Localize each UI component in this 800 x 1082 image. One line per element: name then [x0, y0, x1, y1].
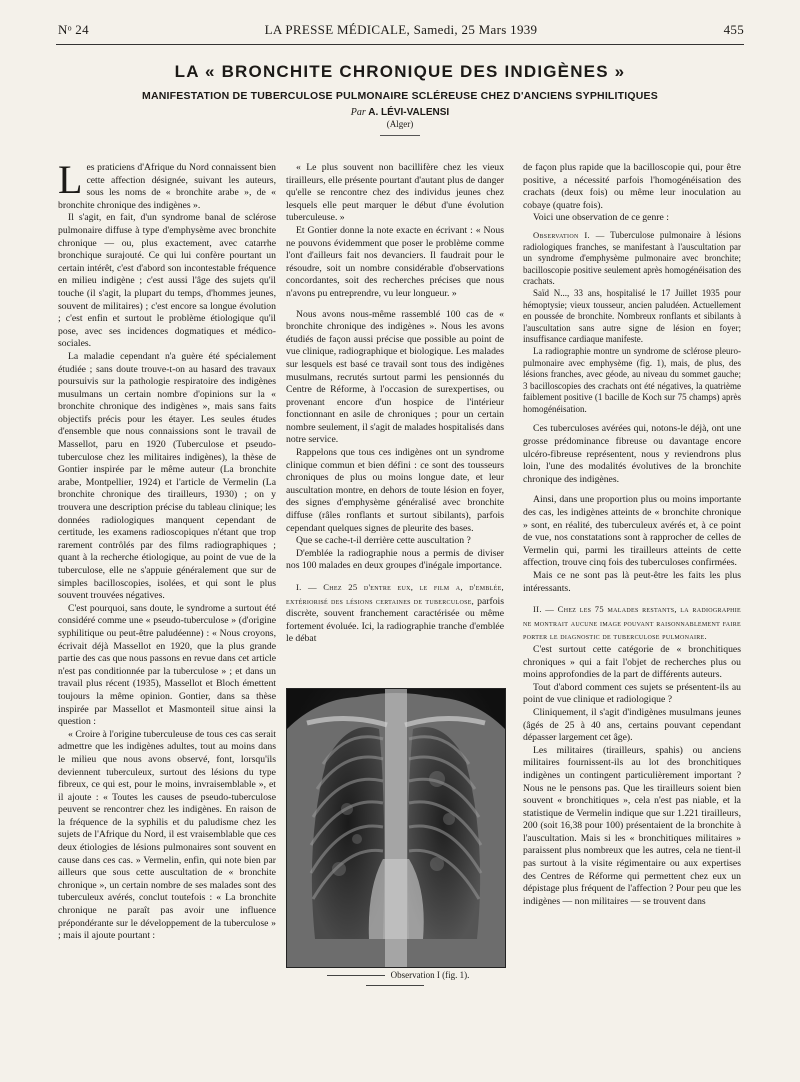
title-divider — [380, 135, 420, 136]
paragraph: Voici une observation de ce genre : — [533, 212, 669, 224]
observation-block: Observation I. — Tuberculose pulmonaire à lésions radiologiques franches, se manifestant à l'auscultation par un syndrome d'emphysème pulmonaire avec bronchite; bacilloscopie positive seulement après homogénéisation des crachats. — [523, 229, 741, 287]
paragraph: Tout d'abord comment ces sujets se présentent-ils au point de vue clinique et radiologique ? — [523, 681, 741, 706]
paragraph: C'est pourquoi, sans doute, le syndrome a surtout été considéré comme une « pseudo-tuberculose » (d'origine syphilitique ou peut-être paludéenne) : « Nous croyons, écrivait déjà Massellot en 1920, que la plus grande partie des cas que nous passons en revue dans cet article n'est pas conditionnée par la tuberculose » ; et dans un travail plus récent (1935), Massellot et Bloch émettent toujours la même opinion. Gontier, dans sa thèse inspirée par Massellot et Masmonteil situe ainsi la question : — [58, 602, 276, 728]
masthead: LA PRESSE MÉDICALE, Samedi, 25 Mars 1939 — [264, 22, 538, 37]
paragraph: La maladie cependant n'a guère été spécialement étudiée ; sans doute trouve-t-on au hasard des travaux poursuivis sur la pathologie respiratoire des indigènes musulmans un certain nombre d'opinions sur la « bronchite chronique des indigènes », mais sans faits objectifs précis pour les étayer. Les seules études d'ensemble que nous connaissions sont le travail de Massellot, paru en 1920 (Tuberculose et pseudo-tuberculose chez les militaires indigènes), la thèse de Gontier inspirée par le même auteur (La bronchite arabe, Montpellier, 1924) et l'article de Vermelin (La bronchite chronique des tirailleurs, 1930) ; on y trouvera une description précise du tableau clinique; les données radiologiques manquent cependant de certitude, les examens radioscopiques n'étant que trop rarement contrôlés par des films radiographiques ; quant à la recherche étiologique, au point de vue de la tuberculose, elle ne s'appuie généralement que sur de simples bacilloscopies, isolées, et qui sont le plus souvent trouvées négatives. — [58, 350, 276, 602]
paragraph: D'emblée la radiographie nous a permis de diviser nos 100 malades en deux groupes d'inégale importance. — [286, 547, 504, 572]
column-2 — [286, 162, 504, 646]
paragraph: Mais ce ne sont pas là peut-être les faits les plus intéressants. — [523, 570, 741, 594]
byline — [56, 107, 744, 118]
paragraph: Cliniquement, il s'agit d'indigènes musulmans jeunes (âgés de 25 à 40 ans, certains pouvant cependant dépasser largement cet âge). — [523, 706, 741, 744]
paragraph — [523, 603, 741, 644]
section-heading: I. — Chez 25 d'entre eux, le film a, d'emblée, extériorisé des lésions certaines de tuberculose, — [286, 582, 504, 606]
author-name: A. LÉVI-VALENSI — [368, 107, 450, 118]
paragraph: Que se cache-t-il derrière cette auscultation ? — [296, 535, 471, 547]
paragraph: Et Gontier donne la note exacte en écrivant : « Nous ne pouvons évidemment que poser le problème comme l'ont d'ailleurs fait nos devanciers. Il faudrait pour le résoudre, soit un nombre considérable d'observations concordantes, soit des recherches précises que nous n'avons pu entreprendre, vu leur longueur. » — [286, 224, 504, 299]
paragraph: Rappelons que tous ces indigènes ont un syndrome clinique commun et bien défini : ce sont des tousseurs chroniques de plus ou moins longue date, et leur auscultation montre, en dehors de toute lésion en foyer, des signes d'emphysème généralisé avec bronchite diffuse (râles ronflants et surtout sibilants), parfois cependant quelques signes de pleurite des bases. — [286, 447, 504, 534]
column-3 — [523, 162, 741, 908]
observation-heading: Observation I. — — [533, 229, 605, 240]
chest-radiograph-image — [286, 688, 506, 968]
author-affiliation: (Alger) — [386, 119, 414, 129]
figure-caption: Observation I (fig. 1). — [286, 970, 504, 990]
paragraph: Les militaires (tirailleurs, spahis) ou anciens militaires fournissent-ils au lot des bronchitiques indigènes un contingent particulièrement important ? Nous ne le pensons pas. Que les tirailleurs soient bien souvent « bronchitiques », cela n'est pas niable, et la statistique de Vermelin indique que sur 1.221 tirailleurs, 200 (soit 16,38 pour 100) présentaient de la bronchite à l'auscultation. Mais si les « bronchitiques militaires » paraissent plus nombreux que les autres, cela ne tient-il pas surtout à la visite régimentaire ou aux expertises des Centres de Réforme qui permettent chez eux un dépistage plus fréquent de l'affection ? Pour peu que les indigènes — non militaires — se trouvent dans — [523, 744, 741, 907]
paragraph: Il s'agit, en fait, d'un syndrome banal de sclérose pulmonaire diffuse à type d'emphysème avec bronchite chronique — ou, plus exactement, avec catarrhe bronchique surajouté. Ce qui lui confère pourtant un certain intérêt, c'est d'abord son incontestable fréquence en milieu indigène ; c'est aussi l'âge des sujets qu'il touche (il s'agit, la plupart du temps, d'hommes jeunes, souvent de militaires) ; c'est encore sa longue évolution ; c'est enfin et surtout le problème étiologique qu'il pose, avec ses incidences dogmatiques et médico-sociales. — [58, 212, 276, 350]
paragraph: de façon plus rapide que la bacilloscopie qui, pour être positive, a nécessité parfois l'homogénéisation des crachats (deux fois) ou même leur inoculation au cobaye (quatre fois). — [523, 162, 741, 211]
article-title: LA « BRONCHITE CHRONIQUE DES INDIGÈNES » — [174, 62, 626, 81]
title-block — [56, 62, 744, 136]
paragraph: Les praticiens d'Afrique du Nord connaissent bien cette affection désignée, suivant les auteurs, sous les noms de « bronchite arabe », de « bronchite chronique des indigènes ». — [58, 157, 276, 211]
header-rule — [56, 44, 744, 45]
paragraph: « Le plus souvent non bacillifère chez les vieux tirailleurs, elle présente pourtant d'autant plus de danger qu'elle se rencontre chez des individus jeunes chez lesquels elle peut marquer le début d'une évolution tuberculeuse. » — [286, 162, 504, 224]
paragraph: Ces tuberculoses avérées qui, notons-le déjà, ont une grosse prédominance fibreuse ou davantage encore ulcéro-fibreuse représentent, nous y reviendrons plus loin, l'une des modalités évolutives de la bronchite chronique des indigènes. — [523, 423, 741, 485]
observation-paragraph: La radiographie montre un syndrome de sclérose pleuro-pulmonaire avec emphysème (fig. 1), mais, de plus, des lésions franches, avec géode, au niveau du sommet gauche; 3 bacilloscopies des crachats ont été négatives, la quatrième faiblement positive (1 bacille de Koch sur 75 champs) après homogénéisation. — [523, 345, 741, 414]
radiograph-drawing — [287, 689, 505, 967]
figure-1 — [286, 688, 504, 978]
byline-prefix: Par — [350, 107, 366, 118]
issue-number: Nᵒ 24 — [58, 22, 89, 37]
article-subtitle: MANIFESTATION DE TUBERCULOSE PULMONAIRE SCLÉREUSE CHEZ D'ANCIENS SYPHILITIQUES — [142, 90, 658, 102]
paragraph: Nous avons nous-même rassemblé 100 cas de « bronchite chronique des indigènes ». Nous les avons étudiés de façon aussi précise que possible au point de vue clinique, radiographique et biologique. Les malades sur lesquels est basé ce travail sont tous des indigènes musulmans, recrutés surtout parmi les pensionnés du Centre de Réforme, à l'occasion de surexpertises, ou provenant encore d'un hospice de l'intérieur fonctionnant en asile de chroniques ; pour un certain nombre seulement, il s'agit de malades hospitalisés dans notre service. — [286, 308, 504, 446]
paragraph: I. — Chez 25 d'entre eux, le film a, d'emblée, extériorisé des lésions certaines de tuberculose, parfois discrète, souvent franchement caractérisée ou même fortement évoluée. Ici, la radiographie tranche d'emblée le débat — [286, 582, 504, 645]
paragraph: Ainsi, dans une proportion plus ou moins importante des cas, les indigènes atteints de « bronchite chronique » sont, en réalité, des tuberculeux avérés et, à ce point de vue, nos constatations sont à rapprocher de celles de Vermelin qui, parmi les tirailleurs atteints de cette affection, trouve cinq fois des tuberculoses confirmées. — [523, 494, 741, 569]
section-heading: II. — Chez les 75 malades restants, la radiographie ne montrait aucune image pouvant raisonnablement faire porter le diagnostic de tuberculose pulmonaire. — [523, 604, 741, 642]
page-number: 455 — [723, 22, 744, 37]
paragraph: C'est surtout cette catégorie de « bronchitiques chroniques » qui a fait l'objet de recherches plus ou moins approfondies de la part de différents auteurs. — [523, 643, 741, 681]
drop-cap: L — [58, 157, 83, 202]
column-1 — [58, 157, 276, 943]
running-head — [58, 20, 744, 42]
observation-paragraph: Saïd N..., 33 ans, hospitalisé le 17 Juillet 1935 pour hémoptysie; vieux tousseur, ancien paludéen. Actuellement en poussée de bronchite. Nombreux ronflants et sibilants à l'auscultation sans autre signe de lésion en foyer; insuffisance cardiaque manifeste. — [523, 287, 741, 345]
paragraph: « Croire à l'origine tuberculeuse de tous ces cas serait admettre que les indigènes adultes, tout au moins dans le milieu que nous avons observé, font, lorsqu'ils deviennent tuberculeux, surtout des lésions du type fibreux, ce qui est, pour le moins, invraisemblable », et il ajoute : « Toutes les causes de pseudo-tuberculose peuvent se rencontrer chez les indigènes. En raison de la fréquence de la syphilis et du paludisme chez les sujets de l'Afrique du Nord, il est vraisemblable que ces deux étiologies de lésions pulmonaires sont souvent en cause dans ces cas. » Vermelin, enfin, qui note bien par ailleurs que sous cette auscultation de « bronchite chronique », un certain nombre de ses malades sont des tuberculeux avérés, conclut toutefois : « La bronchite chronique ne paraît pas avoir une influence prépondérante sur le développement de la tuberculose » ; mais il ajoute pourtant : — [58, 728, 276, 942]
